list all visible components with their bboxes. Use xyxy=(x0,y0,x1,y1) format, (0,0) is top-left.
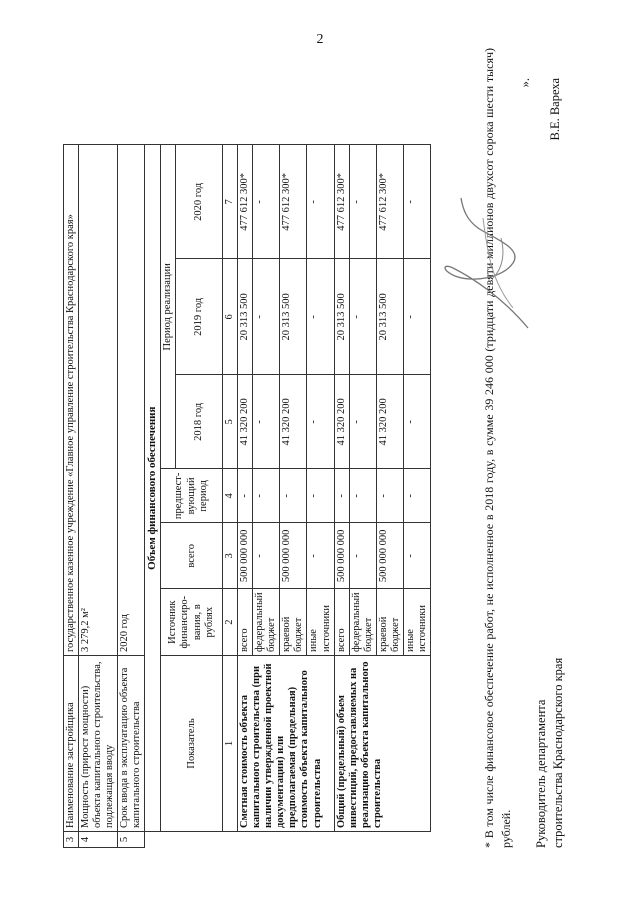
y2019-cell: - xyxy=(253,259,280,375)
colnum: 2 xyxy=(223,589,238,656)
row-number: 3 xyxy=(64,832,79,848)
source-cell: всего xyxy=(238,589,253,656)
y2018-cell: - xyxy=(253,375,280,469)
total-cell: - xyxy=(349,523,376,589)
total-cell: 500 000 000 xyxy=(334,523,349,589)
y2018-cell: - xyxy=(403,375,430,469)
footnote: * В том числе финансовое обеспечение работ, не исполненное в 2018 году, в сумме 39 246 000 (тридцати девяти миллионов двухсот сорока шести тысяч) рублей. xyxy=(482,48,513,848)
handwritten-signature-icon xyxy=(433,188,543,338)
total-cell: 500 000 000 xyxy=(238,523,253,589)
y2020-cell: 477 612 300* xyxy=(238,145,253,259)
passport-value: 2020 год xyxy=(118,145,145,656)
header-prev-period: предшест-вующий период xyxy=(161,469,223,523)
rotated-document-body xyxy=(63,48,613,848)
y2020-cell: 477 612 300* xyxy=(334,145,349,259)
prev-cell: - xyxy=(334,469,349,523)
header-period: Период реализации xyxy=(161,145,176,469)
total-cell: - xyxy=(307,523,334,589)
source-cell: краевой бюджет xyxy=(376,589,403,656)
header-source: Источник финансиро-вания, в рублях xyxy=(161,589,223,656)
y2018-cell: - xyxy=(349,375,376,469)
header-2019: 2019 год xyxy=(176,259,223,375)
signer-position xyxy=(533,658,567,848)
passport-row-5 xyxy=(118,125,145,848)
y2020-cell: - xyxy=(349,145,376,259)
passport-label: Наименование застройщика xyxy=(64,656,79,832)
row-number: 5 xyxy=(118,832,145,848)
source-cell: федеральный бюджет xyxy=(349,589,376,656)
y2018-cell: 41 320 200 xyxy=(334,375,349,469)
y2019-cell: - xyxy=(403,259,430,375)
y2019-cell: 20 313 500 xyxy=(376,259,403,375)
prev-cell: - xyxy=(307,469,334,523)
y2019-cell: 20 313 500 xyxy=(280,259,307,375)
y2019-cell: - xyxy=(349,259,376,375)
header-2020: 2020 год xyxy=(176,145,223,259)
y2020-cell: 477 612 300* xyxy=(280,145,307,259)
passport-row-4 xyxy=(79,125,118,848)
source-cell: всего xyxy=(334,589,349,656)
y2020-cell: 477 612 300* xyxy=(376,145,403,259)
colnum: 4 xyxy=(223,469,238,523)
finance-header-row-1 xyxy=(161,125,176,848)
passport-value: 3 279,2 м² xyxy=(79,145,118,656)
header-total: всего xyxy=(161,523,223,589)
closing-quote: ». xyxy=(518,78,532,88)
y2019-cell: - xyxy=(307,259,334,375)
passport-row-3 xyxy=(64,125,79,848)
source-cell: иные источники xyxy=(307,589,334,656)
prev-cell: - xyxy=(403,469,430,523)
source-cell: федеральный бюджет xyxy=(253,589,280,656)
total-cell: 500 000 000 xyxy=(280,523,307,589)
y2018-cell: 41 320 200 xyxy=(238,375,253,469)
row-number: 4 xyxy=(79,832,118,848)
colnum: 6 xyxy=(223,259,238,375)
header-indicator: Показатель xyxy=(161,656,223,832)
signer-position-line1: Руководитель департамента xyxy=(534,699,548,848)
signer-name: В.Е. Вареха xyxy=(548,78,562,141)
colnum: 7 xyxy=(223,145,238,259)
finance-section-title: Объем финансового обеспечения xyxy=(145,145,161,832)
table-row xyxy=(238,125,253,848)
y2019-cell: 20 313 500 xyxy=(334,259,349,375)
passport-label: Мощность (прирост мощности) объекта капитального строительства, подлежащая вводу xyxy=(79,656,118,832)
passport-finance-table xyxy=(63,124,431,848)
group2-label: Общий (предельный) объем инвестиций, предоставляемых на реализацию объекта капитального строительства xyxy=(334,656,430,832)
source-cell: иные источники xyxy=(403,589,430,656)
column-numbers-row xyxy=(223,125,238,848)
colnum: 3 xyxy=(223,523,238,589)
y2020-cell: - xyxy=(307,145,334,259)
colnum: 1 xyxy=(223,656,238,832)
y2018-cell: - xyxy=(307,375,334,469)
prev-cell: - xyxy=(376,469,403,523)
passport-value: государственное казенное учреждение «Главное управление строительства Краснодарского края» xyxy=(64,145,79,656)
colnum: 5 xyxy=(223,375,238,469)
total-cell: - xyxy=(253,523,280,589)
total-cell: 500 000 000 xyxy=(376,523,403,589)
y2018-cell: 41 320 200 xyxy=(376,375,403,469)
page-number: 2 xyxy=(316,32,324,47)
prev-cell: - xyxy=(349,469,376,523)
passport-label: Срок ввода в эксплуатацию объекта капитального строительства xyxy=(118,656,145,832)
total-cell: - xyxy=(403,523,430,589)
y2019-cell: 20 313 500 xyxy=(238,259,253,375)
y2018-cell: 41 320 200 xyxy=(280,375,307,469)
prev-cell: - xyxy=(238,469,253,523)
y2020-cell: - xyxy=(403,145,430,259)
signer-position-line2: строительства Краснодарского края xyxy=(551,657,565,848)
source-cell: краевой бюджет xyxy=(280,589,307,656)
table-row xyxy=(334,125,349,848)
header-2018: 2018 год xyxy=(176,375,223,469)
group1-label: Сметная стоимость объекта капитального строительства (при наличии утвержденной проектной документации) или предполагаемая (предельная) стоимость объекта капитального строительства xyxy=(238,656,334,832)
y2020-cell: - xyxy=(253,145,280,259)
prev-cell: - xyxy=(280,469,307,523)
finance-section-row xyxy=(145,125,161,848)
prev-cell: - xyxy=(253,469,280,523)
